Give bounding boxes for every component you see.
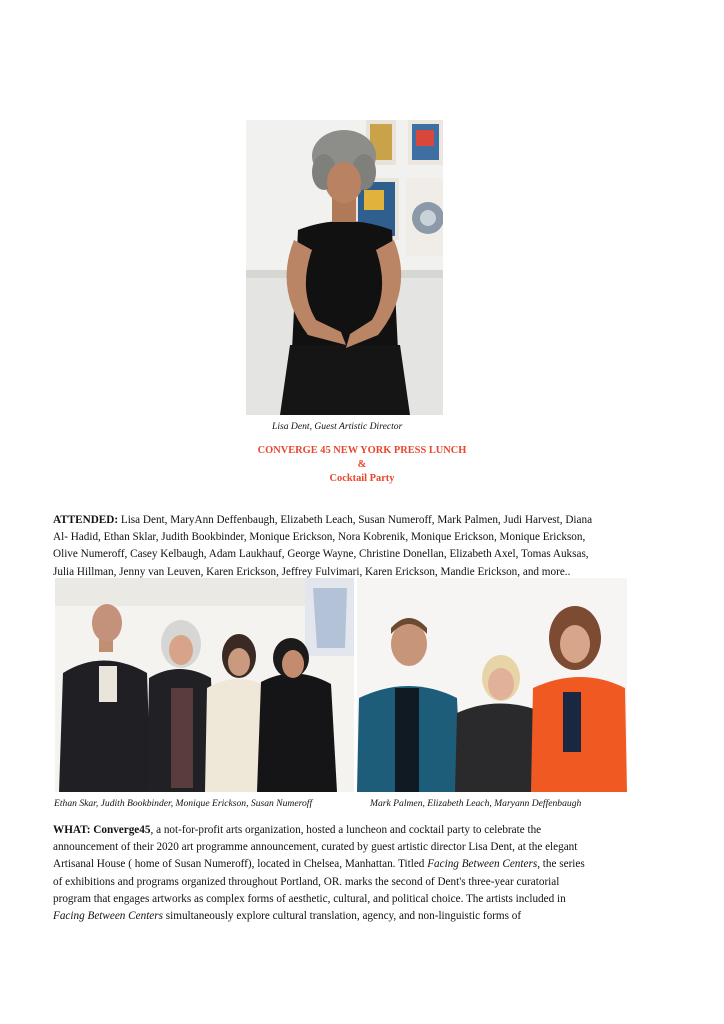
portrait-illustration	[246, 120, 443, 415]
group-photo-left-illustration	[55, 578, 354, 792]
what-line-4: of exhibitions and programs organized throughout Portland, OR. marks the second of Dent's three-year curatorial	[53, 875, 560, 888]
attended-line-4: Julia Hillman, Jenny van Leuven, Karen Erickson, Jeffrey Fulvimari, Karen Erickson, Mandie Erickson, and more..	[53, 565, 571, 578]
event-title-line1: CONVERGE 45 NEW YORK PRESS LUNCH	[257, 445, 467, 456]
what-text-3: Artisanal House ( home of Susan Numeroff), located in Chelsea, Manhattan. Titled	[53, 858, 425, 871]
attended-line-2: Al- Hadid, Ethan Sklar, Judith Bookbinder, Monique Erickson, Nora Kobrenik, Monique Erickson, Monique Erickson,	[53, 531, 586, 544]
attended-line-1	[53, 512, 636, 529]
right-photo-caption: Mark Palmen, Elizabeth Leach, Maryann Deffenbaugh	[370, 798, 582, 809]
left-photo-caption: Ethan Skar, Judith Bookbinder, Monique Erickson, Susan Numeroff	[54, 798, 313, 809]
what-line-6	[53, 908, 636, 925]
group-photo-left	[55, 578, 354, 792]
what-line-3	[53, 856, 636, 873]
what-line-2: announcement of their 2020 art programme announcement, curated by guest artistic director Lisa Dent, at the elegant	[53, 841, 578, 854]
attended-text-1: Lisa Dent, MaryAnn Deffenbaugh, Elizabeth Leach, Susan Numeroff, Mark Palmen, Judi Harvest, Diana	[120, 514, 593, 526]
exhibition-title-2: Facing Between Centers	[53, 910, 163, 923]
what-text-1: , a not-for-profit arts organization, hosted a luncheon and cocktail party to celebrate the	[150, 824, 542, 836]
attended-line-3: Olive Numeroff, Casey Kelbaugh, Adam Laukhauf, George Wayne, Christine Donellan, Elizabeth Axel, Tomas Auksas,	[53, 548, 589, 561]
attended-label: ATTENDED:	[53, 514, 119, 526]
what-text-3b: , the series	[537, 858, 585, 871]
portrait-caption: Lisa Dent, Guest Artistic Director	[272, 421, 403, 432]
what-line-1	[53, 822, 636, 839]
what-text-6: simultaneously explore cultural translation, agency, and non-linguistic forms of	[162, 910, 522, 923]
what-paragraph	[53, 822, 636, 925]
group-photo-right	[357, 578, 627, 792]
event-title-line2: &	[357, 459, 367, 470]
what-line-5: program that engages artworks as complex forms of aesthetic, cultural, and political choice. The artists included in	[53, 892, 566, 905]
exhibition-title: Facing Between Centers	[427, 858, 538, 871]
portrait-photo	[246, 120, 443, 415]
what-label: WHAT:	[53, 824, 91, 836]
event-title	[0, 444, 724, 486]
event-title-line3: Cocktail Party	[329, 473, 395, 484]
attended-paragraph	[53, 512, 636, 581]
org-name: Converge45	[93, 824, 151, 836]
group-photo-right-illustration	[357, 578, 627, 792]
